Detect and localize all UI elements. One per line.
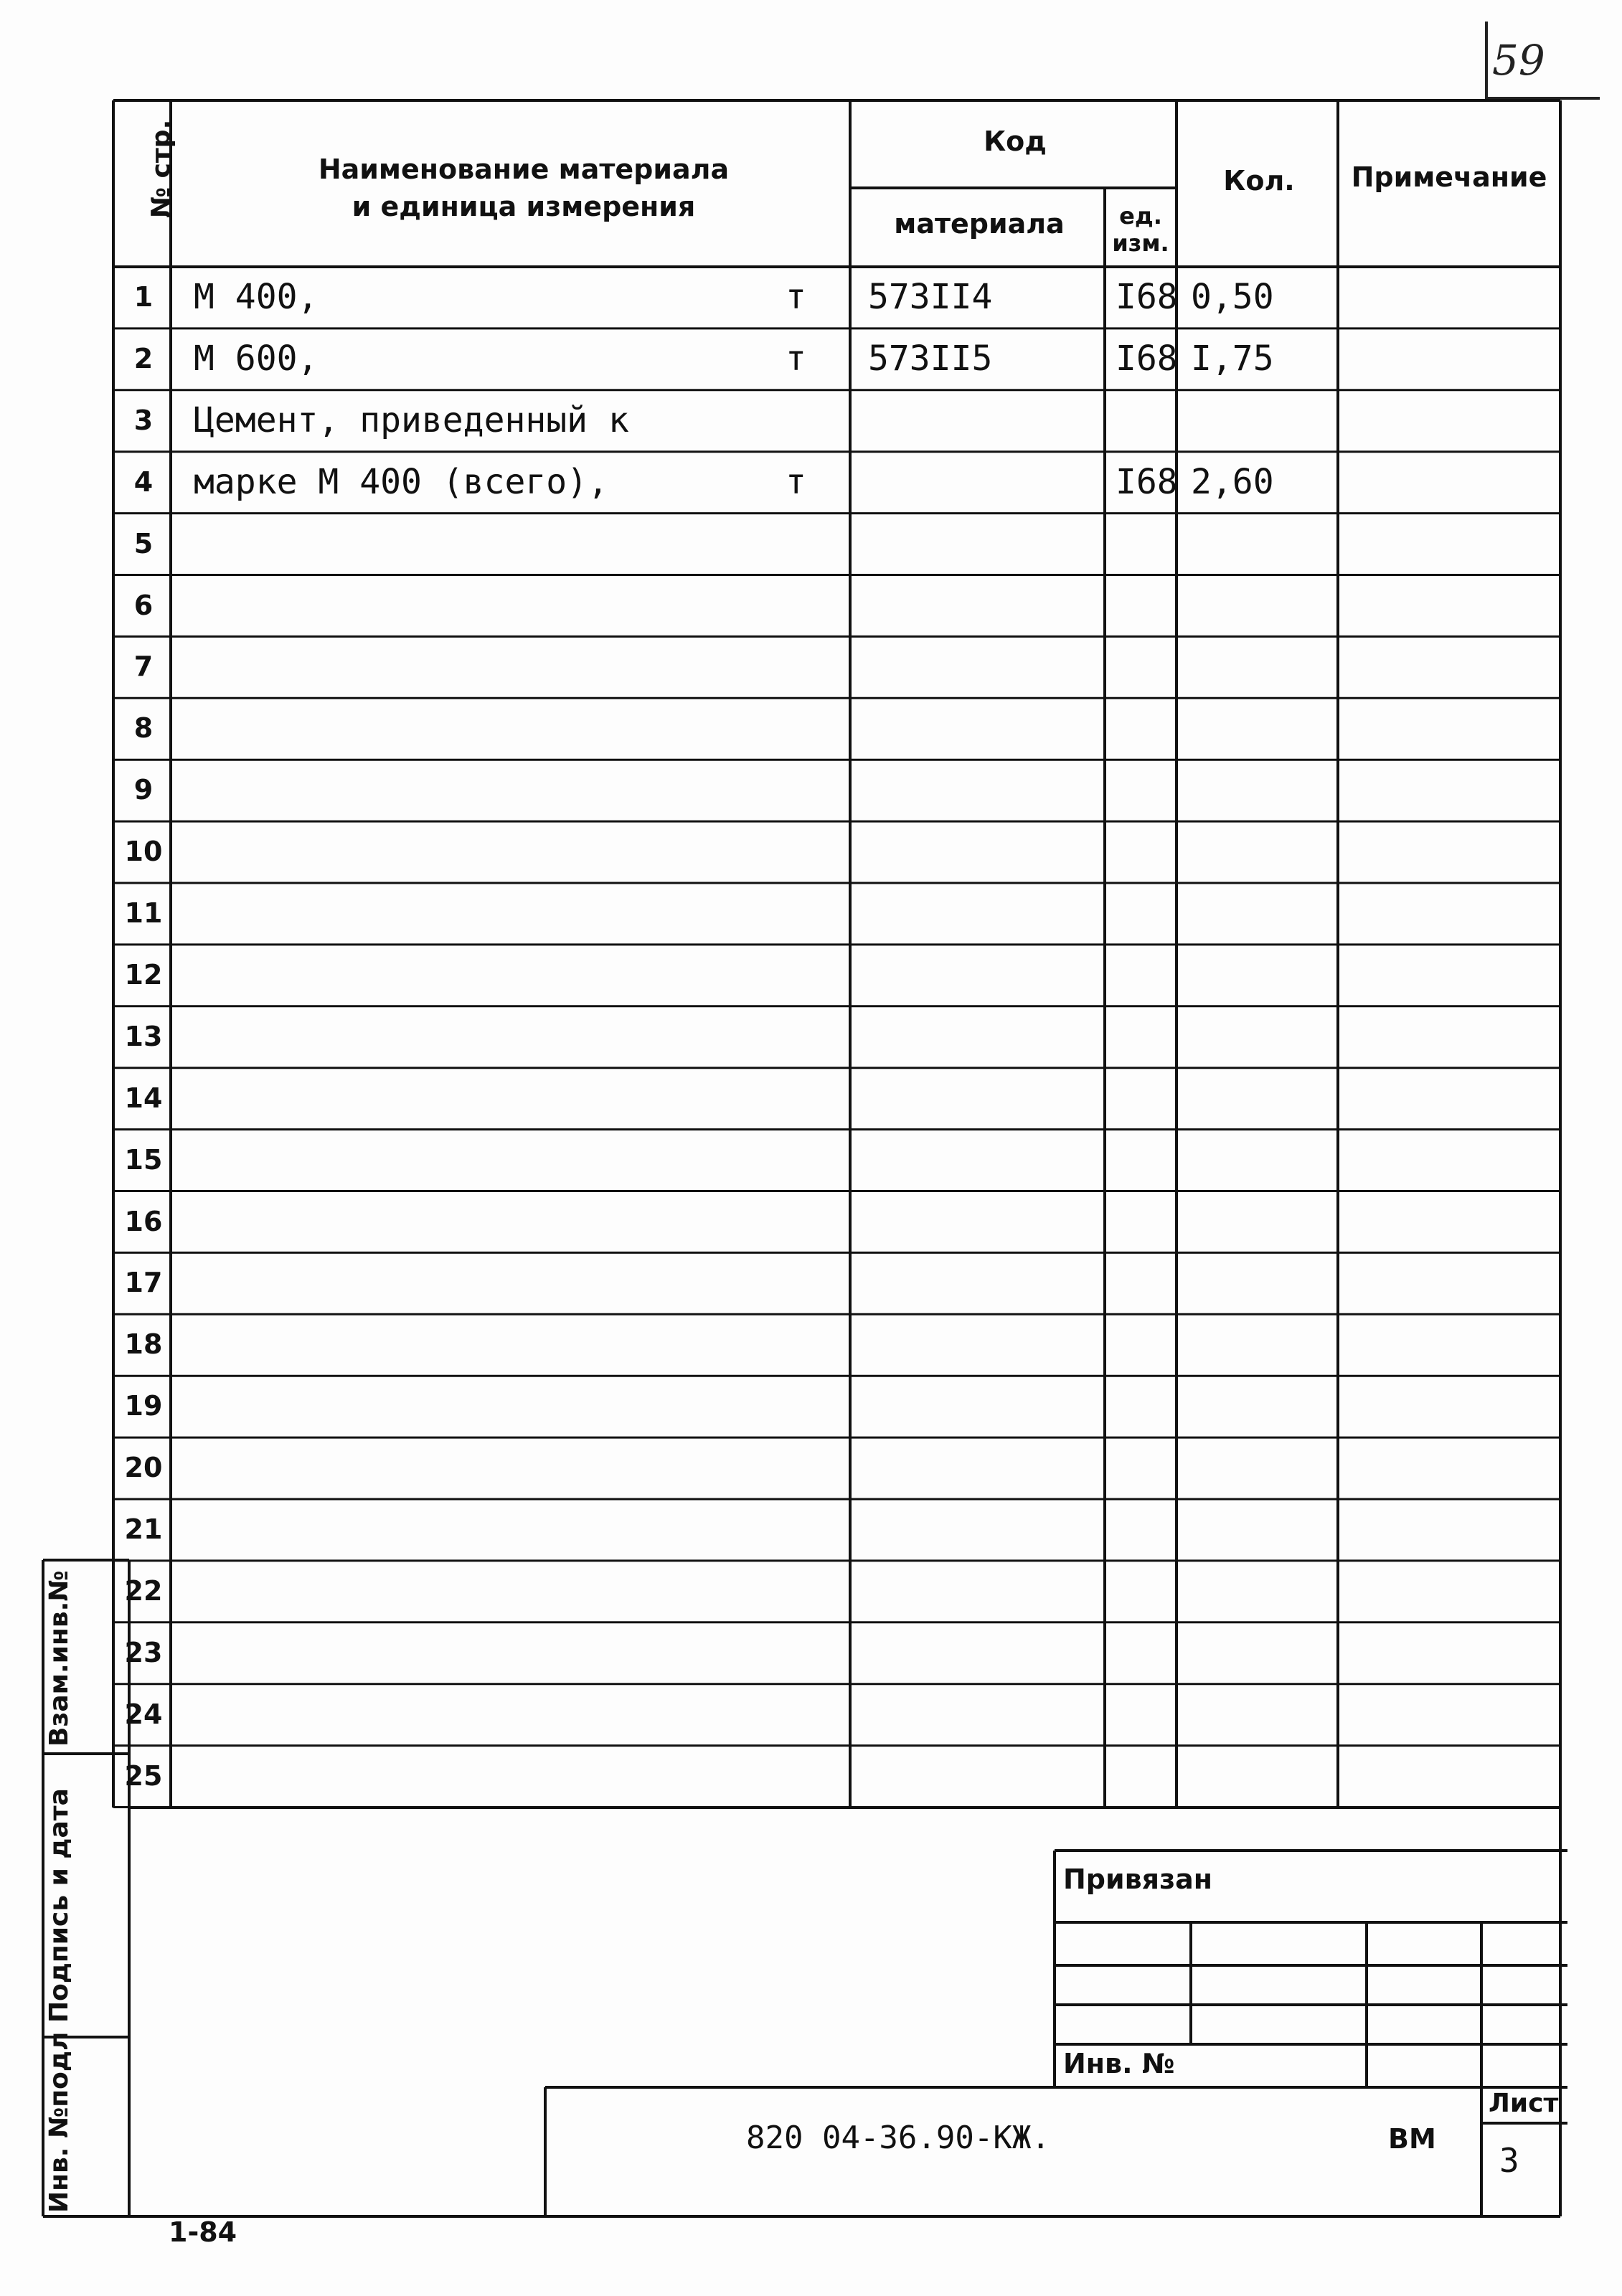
row-number: 25 [124, 1759, 163, 1792]
header-code-material: материала [894, 208, 1065, 240]
header-row-number: № стр. [146, 119, 176, 219]
cell-quantity: 2,60 [1191, 461, 1274, 502]
header-quantity: Кол. [1223, 165, 1295, 197]
stamp-privyazan: Привязан [1063, 1863, 1213, 1895]
header-note: Примечание [1351, 161, 1547, 193]
row-number: 9 [133, 774, 154, 806]
row-number: 17 [124, 1267, 163, 1299]
header-code: Код [984, 126, 1047, 157]
row-number: 12 [124, 958, 163, 991]
document-code: 820 04-36.90-КЖ. [746, 2120, 1050, 2156]
page-number: 59 [1492, 36, 1545, 85]
cell-material-name: Цемент, приведенный к [194, 400, 629, 440]
cell-unit-code: I68 [1116, 338, 1178, 379]
row-number: 2 [133, 342, 154, 374]
row-number: 7 [133, 651, 154, 683]
side-label-vzam-inv: Взам.инв.№ [44, 1570, 74, 1747]
row-number: 24 [124, 1698, 163, 1730]
footer-code: 1-84 [169, 2216, 237, 2248]
row-number: 3 [133, 404, 154, 436]
side-label-inv-podl: Инв. №подл [44, 2031, 74, 2213]
row-number: 20 [124, 1452, 163, 1484]
cell-unit-code: I68 [1116, 461, 1178, 502]
row-number: 18 [124, 1328, 163, 1361]
stamp-sheet-value: 3 [1499, 2141, 1519, 2180]
cell-quantity: 0,50 [1191, 277, 1274, 317]
document-suffix: ВМ [1388, 2123, 1436, 2155]
side-label-podpis-data: Подпись и дата [44, 1788, 74, 2023]
row-number: 1 [133, 281, 154, 313]
row-number: 8 [133, 712, 154, 745]
cell-quantity: I,75 [1191, 338, 1274, 379]
row-number: 16 [124, 1205, 163, 1237]
row-number: 6 [133, 589, 154, 621]
header-material-name: Наименование материала и единица измерения [318, 153, 730, 222]
stamp-inv-no: Инв. № [1063, 2048, 1175, 2079]
stamp-sheet-label: Лист [1489, 2089, 1559, 2118]
row-number: 11 [124, 897, 163, 929]
row-number: 21 [124, 1513, 163, 1545]
row-number: 14 [124, 1082, 163, 1114]
row-number: 5 [133, 527, 154, 559]
row-number: 19 [124, 1390, 163, 1422]
cell-material-name: М 600, [194, 338, 319, 379]
cell-unit-word: т [786, 277, 806, 317]
cell-material-code: 573II4 [868, 277, 993, 317]
row-number: 22 [124, 1574, 163, 1607]
row-number: 15 [124, 1143, 163, 1176]
cell-unit-word: т [786, 461, 806, 502]
cell-material-name: марке М 400 (всего), [194, 461, 608, 502]
cell-unit-word: т [786, 338, 806, 379]
row-number: 13 [124, 1020, 163, 1052]
row-number: 10 [124, 836, 163, 868]
row-number: 4 [133, 466, 154, 498]
cell-material-name: М 400, [194, 277, 319, 317]
row-separators [113, 329, 1560, 1808]
row-number: 23 [124, 1636, 163, 1668]
header-code-unit: ед. изм. [1112, 202, 1169, 257]
cell-unit-code: I68 [1116, 277, 1178, 317]
cell-material-code: 573II5 [868, 338, 993, 379]
